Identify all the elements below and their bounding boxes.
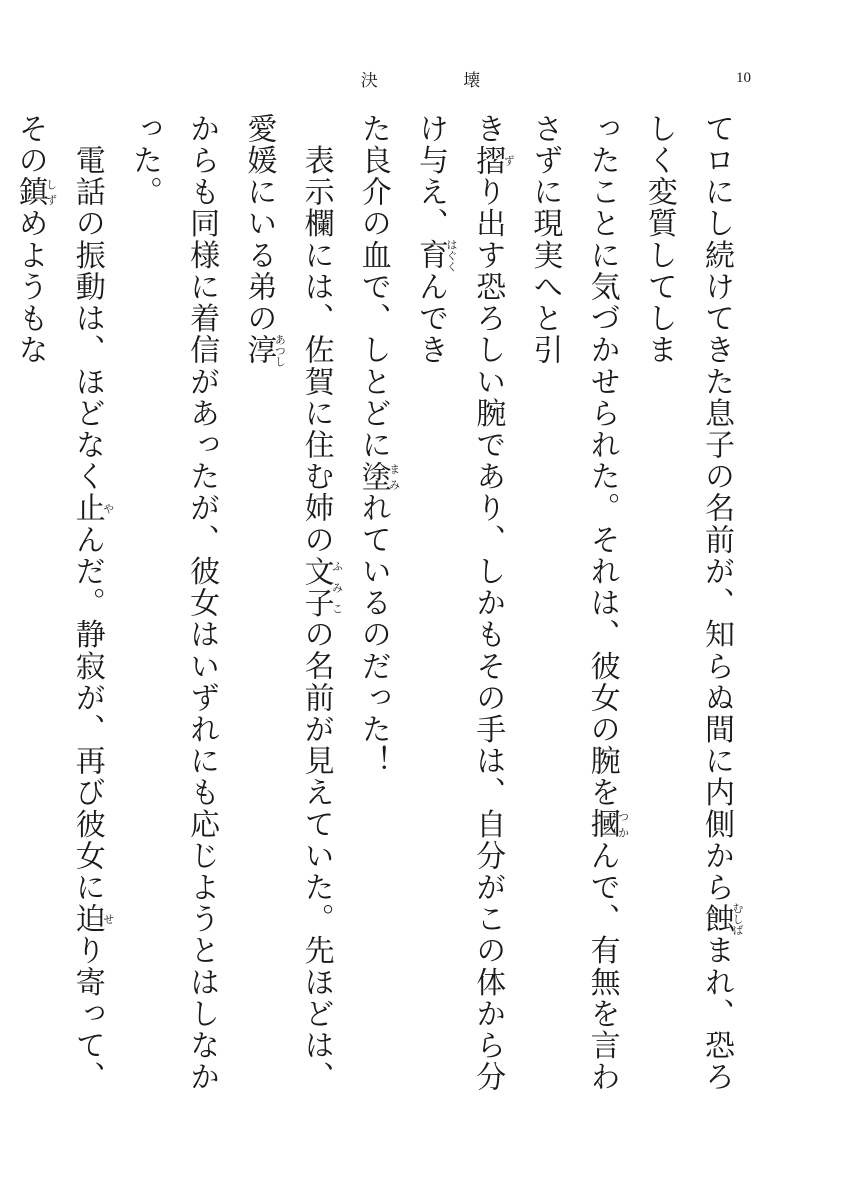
running-title: 決 壊: [360, 71, 521, 91]
text-column: てロにし続けてきた息子の名前が、知らぬ間に内側から蝕むしばまれ、恐ろしく変質してしま: [641, 113, 744, 1093]
furigana-word: 淳あつし: [241, 333, 287, 367]
text-column: 表示欄には、佐賀に住む姉の文子ふみこの名前が見えていた。先ほどは、愛媛にいる弟の淳あつし: [241, 113, 344, 1093]
furigana-word: 止や: [69, 492, 115, 524]
text-column: からも同様に着信があったが、彼女はいずれにも応じようとはしなかった。: [126, 113, 220, 1093]
page-number: 10: [736, 70, 751, 86]
vertical-text-body: [12, 113, 745, 1113]
furigana-word: 育はぐく: [412, 238, 458, 272]
text-column: 電話の振動は、ほどなく止やんだ。静寂が、再び彼女に迫せり寄って、その鎮しずめようもな: [12, 113, 115, 1093]
text-column: ったことに気づかせられた。それは、彼女の腕を摑つかんで、有無を言わさずに現実へと引: [527, 113, 630, 1093]
text-column: き摺ずり出す恐ろしい腕であり、しかもその手は、自分がこの体から分け与え、育はぐくんでき: [412, 113, 516, 1093]
furigana-word: 塗まみ: [355, 460, 401, 493]
text-column: た良介の血で、しとどに塗まみれているのだった！: [355, 113, 401, 777]
furigana-word: 迫せ: [69, 903, 115, 935]
furigana-word: 摺ず: [470, 144, 516, 177]
furigana-word: 鎮しず: [12, 176, 58, 208]
furigana-word: 摑つか: [584, 808, 630, 841]
furigana-word: 蝕むしば: [699, 902, 744, 936]
furigana-word: 文子ふみこ: [298, 555, 344, 619]
